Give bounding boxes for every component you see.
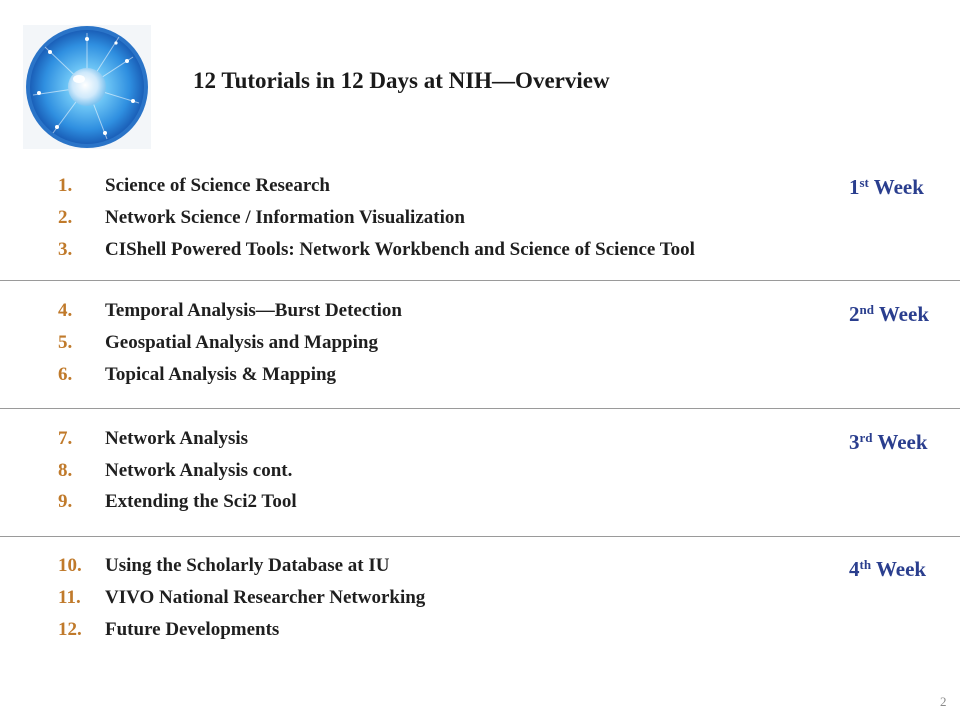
- item-number: 8.: [58, 460, 73, 481]
- week-word: Week: [873, 175, 924, 199]
- week-ordinal: 3: [849, 430, 860, 454]
- item-text: Network Science / Information Visualization: [105, 207, 465, 228]
- item-number: 1.: [58, 175, 73, 196]
- week-word: Week: [877, 430, 928, 454]
- week-label: [849, 557, 926, 582]
- item-number: 4.: [58, 300, 73, 321]
- item-text: Network Analysis cont.: [105, 460, 293, 481]
- week-suffix: th: [859, 557, 872, 572]
- week-ordinal: 2: [849, 302, 860, 326]
- slide-title: 12 Tutorials in 12 Days at NIH—Overview: [193, 68, 610, 93]
- item-text: Network Analysis: [105, 428, 249, 449]
- week-label: [849, 175, 924, 200]
- week-suffix: rd: [859, 430, 873, 445]
- item-text: Extending the Sci2 Tool: [105, 491, 297, 512]
- item-text: Future Developments: [105, 619, 280, 640]
- item-number: 7.: [58, 428, 73, 449]
- item-text: Temporal Analysis—Burst Detection: [105, 300, 402, 321]
- item-text: Geospatial Analysis and Mapping: [105, 332, 378, 353]
- item-number: 3.: [58, 239, 73, 260]
- item-number: 10.: [58, 555, 82, 576]
- week-ordinal: 4: [849, 557, 860, 581]
- item-number: 6.: [58, 364, 73, 385]
- item-text: CIShell Powered Tools: Network Workbench and Science of Science Tool: [105, 239, 695, 260]
- item-number: 2.: [58, 207, 73, 228]
- week-label: [849, 302, 929, 327]
- item-text: Topical Analysis & Mapping: [105, 364, 337, 385]
- eye-icon: [23, 25, 151, 149]
- item-text: Using the Scholarly Database at IU: [105, 555, 390, 576]
- eye-iris-logo: [23, 25, 151, 149]
- divider: [0, 408, 960, 409]
- divider: [0, 280, 960, 281]
- week-word: Week: [878, 302, 930, 326]
- page-number: 2: [940, 694, 947, 709]
- divider: [0, 536, 960, 537]
- item-text: Science of Science Research: [105, 175, 330, 196]
- item-number: 5.: [58, 332, 73, 353]
- item-text: VIVO National Researcher Networking: [105, 587, 426, 608]
- week-ordinal: 1: [849, 175, 860, 199]
- item-number: 11.: [58, 587, 81, 608]
- item-number: 12.: [58, 619, 82, 640]
- week-label: [849, 430, 928, 455]
- week-suffix: nd: [859, 302, 874, 317]
- week-suffix: st: [859, 175, 869, 190]
- week-word: Week: [875, 557, 927, 581]
- item-number: 9.: [58, 491, 73, 512]
